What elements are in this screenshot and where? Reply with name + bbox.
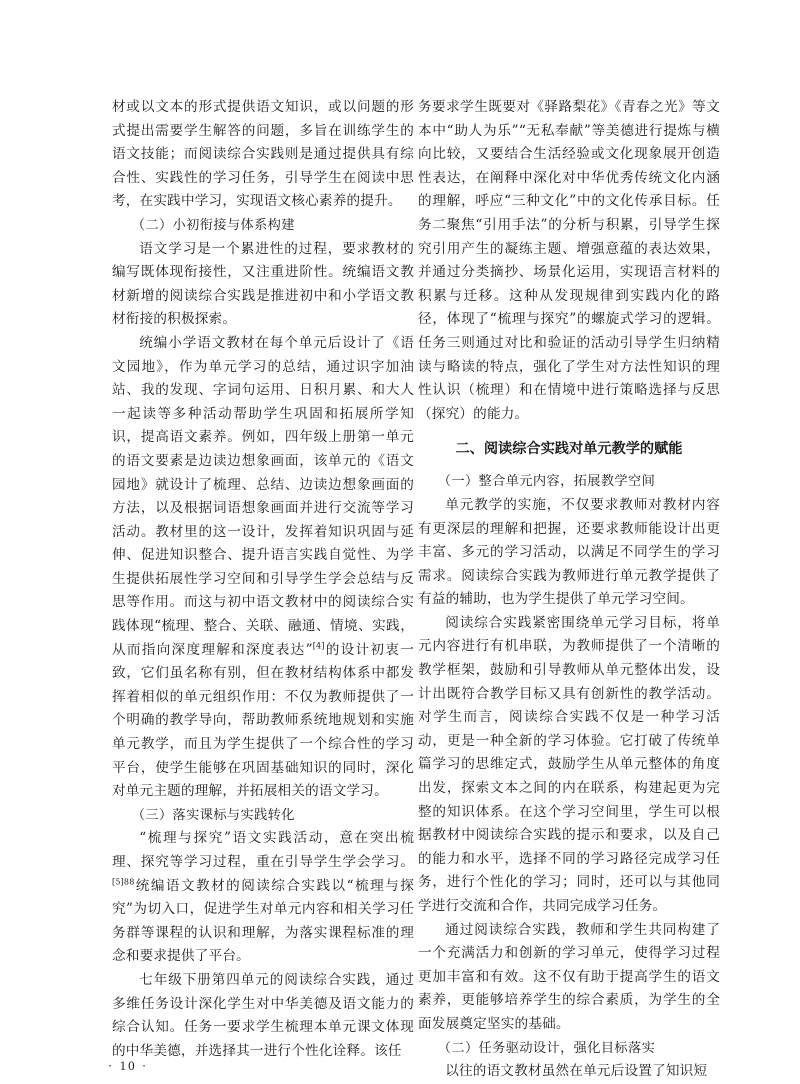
paragraph-text: 统编小学语文教材在每个单元后设计了《语文园地》，作为单元学习的总结，通过识字加油站、我的发现、字词句运用、日积月累、和大人一起读等多种活动帮助学生巩固和拓展所学知识，提高语文素养。例如，四年级上册第一单元的语文要素是边读边想象画面，该单元的《语文园地》就设计了梳理、总结、边读边想象画面的方法，以及根据词语想象画面并进行交流等学习活动。教材里的这一设计，发挥着知识巩固与延伸、促进知识整合、提升语言实践自觉性、为学生提供拓展性学习空间和引导学生学会总结与反思等作用。而这与初中语文教材中的阅读综合实践体现“梳理、整合、关联、融通、情境、实践，从而指向深度理解和深度表达” bbox=[112, 334, 414, 658]
paragraph: 通过阅读综合实践，教师和学生共同构建了一个充满活力和创新的学习单元，使得学习过程更加丰富和有效。这不仅有助于提高学生的语文素养，更能够培养学生的综合素质，为学生的全面发展奠定坚实的基础。 bbox=[418, 921, 720, 1032]
paragraph: 语文学习是一个累进性的过程，要求教材的编写既体现衔接性，又注重进阶性。统编语文教材新增的阅读综合实践是推进初中和小学语文教材衔接的积极探索。 bbox=[112, 240, 414, 328]
left-column bbox=[112, 96, 414, 1063]
paragraph-text: 统编语文教材的阅读综合实践以“梳理与探究”为切入口，促进学生对单元内容和相关学习任务群等课程的认识和理解，为落实课程标准的理念和要求提供了平台。 bbox=[112, 877, 414, 965]
subsection-heading: （二）小初衔接与体系构建 bbox=[131, 217, 295, 233]
citation: [4] bbox=[312, 641, 325, 651]
page-number: · 10 · bbox=[108, 1058, 149, 1073]
paragraph-text: 的设计初衷一致，它们虽名称有别，但在教材结构体系中都发挥着相似的单元组织作用：不仅为教师提供了一个明确的教学导向，帮助教师系统地规划和实施单元教学，而且为学生提供了一个综合性的学习平台，使学生能够在巩固基础知识的同时，深化对单元主题的理解，并拓展相关的语文学习。 bbox=[112, 641, 414, 800]
paragraph: 以往的语文教材虽然在单元后设置了知识短 bbox=[445, 1063, 708, 1080]
paragraph: 务要求学生既要对《驿路梨花》《青春之光》等文本中“助人为乐”“无私奉献”等美德进行提炼与横向比较，又要结合生活经验或文化现象展开创造性表达，在阐释中深化对中华优秀传统文化内涵的理解，呼应“三种文化”中的文化传承目标。任务二聚焦“引用手法”的分析与积累，引导学生探究引用产生的凝练主题、增强意蕴的表达效果，并通过分类摘抄、场景化运用，实现语言材料的积累与迁移。这种从发现规律到实践内化的路径，体现了“梳理与探究”的螺旋式学习的逻辑。任务三则通过对比和验证的活动引导学生归纳精读与略读的特点，强化了学生对方法性知识的理性认识（梳理）和在情境中进行策略选择与反思（探究）的能力。 bbox=[418, 99, 720, 422]
paragraph: 阅读综合实践紧密围绕单元学习目标，将单元内容进行有机串联，为教师提供了一个清晰的教学框架，鼓励和引导教师从单元整体出发，设计出既符合教学目标又具有创新性的教学活动。对学生而言，阅读综合实践不仅是一种学习活动，更是一种全新的学习体验。它打破了传统单篇学习的思维定式，鼓励学生从单元整体的角度出发，探索文本之间的内在联系，构建起更为完整的知识体系。在这个学习空间里，学生可以根据教材中阅读综合实践的提示和要求，以及自己的能力和水平，选择不同的学习路径完成学习任务，进行个性化的学习；同时，还可以与其他同学进行交流和合作，共同完成学习任务。 bbox=[418, 614, 720, 914]
paragraph bbox=[112, 827, 414, 969]
right-column bbox=[418, 96, 720, 1084]
citation: [5]88 bbox=[112, 877, 135, 887]
paragraph-text: “梳理与探究”语文实践活动，意在突出梳理、探究等学习过程，重在引导学生学会学习。 bbox=[112, 830, 414, 870]
paragraph: 七年级下册第四单元的阅读综合实践，通过多维任务设计深化学生对中华美德及语文能力的综合认知。任务一要求学生梳理本单元课文体现的中华美德，并选择其一进行个性化诠释。该任 bbox=[112, 971, 414, 1059]
paragraph: 材或以文本的形式提供语文知识，或以问题的形式提出需要学生解答的问题，多旨在训练学生的语文技能；而阅读综合实践则是通过提供具有综合性、实践性的学习任务，引导学生在阅读中思考，在实践中学习，实现语文核心素养的提升。 bbox=[112, 99, 414, 210]
section-heading: 二、阅读综合实践对单元教学的赋能 bbox=[455, 441, 683, 458]
subsection-heading: （一）整合单元内容，拓展教学空间 bbox=[437, 474, 656, 490]
paragraph: 单元教学的实施，不仅要求教师对教材内容有更深层的理解和把握，还要求教师能设计出更丰富、多元的学习活动，以满足不同学生的学习需求。阅读综合实践为教师进行单元教学提供了有益的辅助，也为学生提供了单元学习空间。 bbox=[418, 496, 720, 608]
subsection-heading: （三）落实课标与实践转化 bbox=[131, 807, 295, 823]
paragraph bbox=[112, 332, 414, 804]
subsection-heading: （二）任务驱动设计，强化目标落实 bbox=[437, 1040, 656, 1056]
